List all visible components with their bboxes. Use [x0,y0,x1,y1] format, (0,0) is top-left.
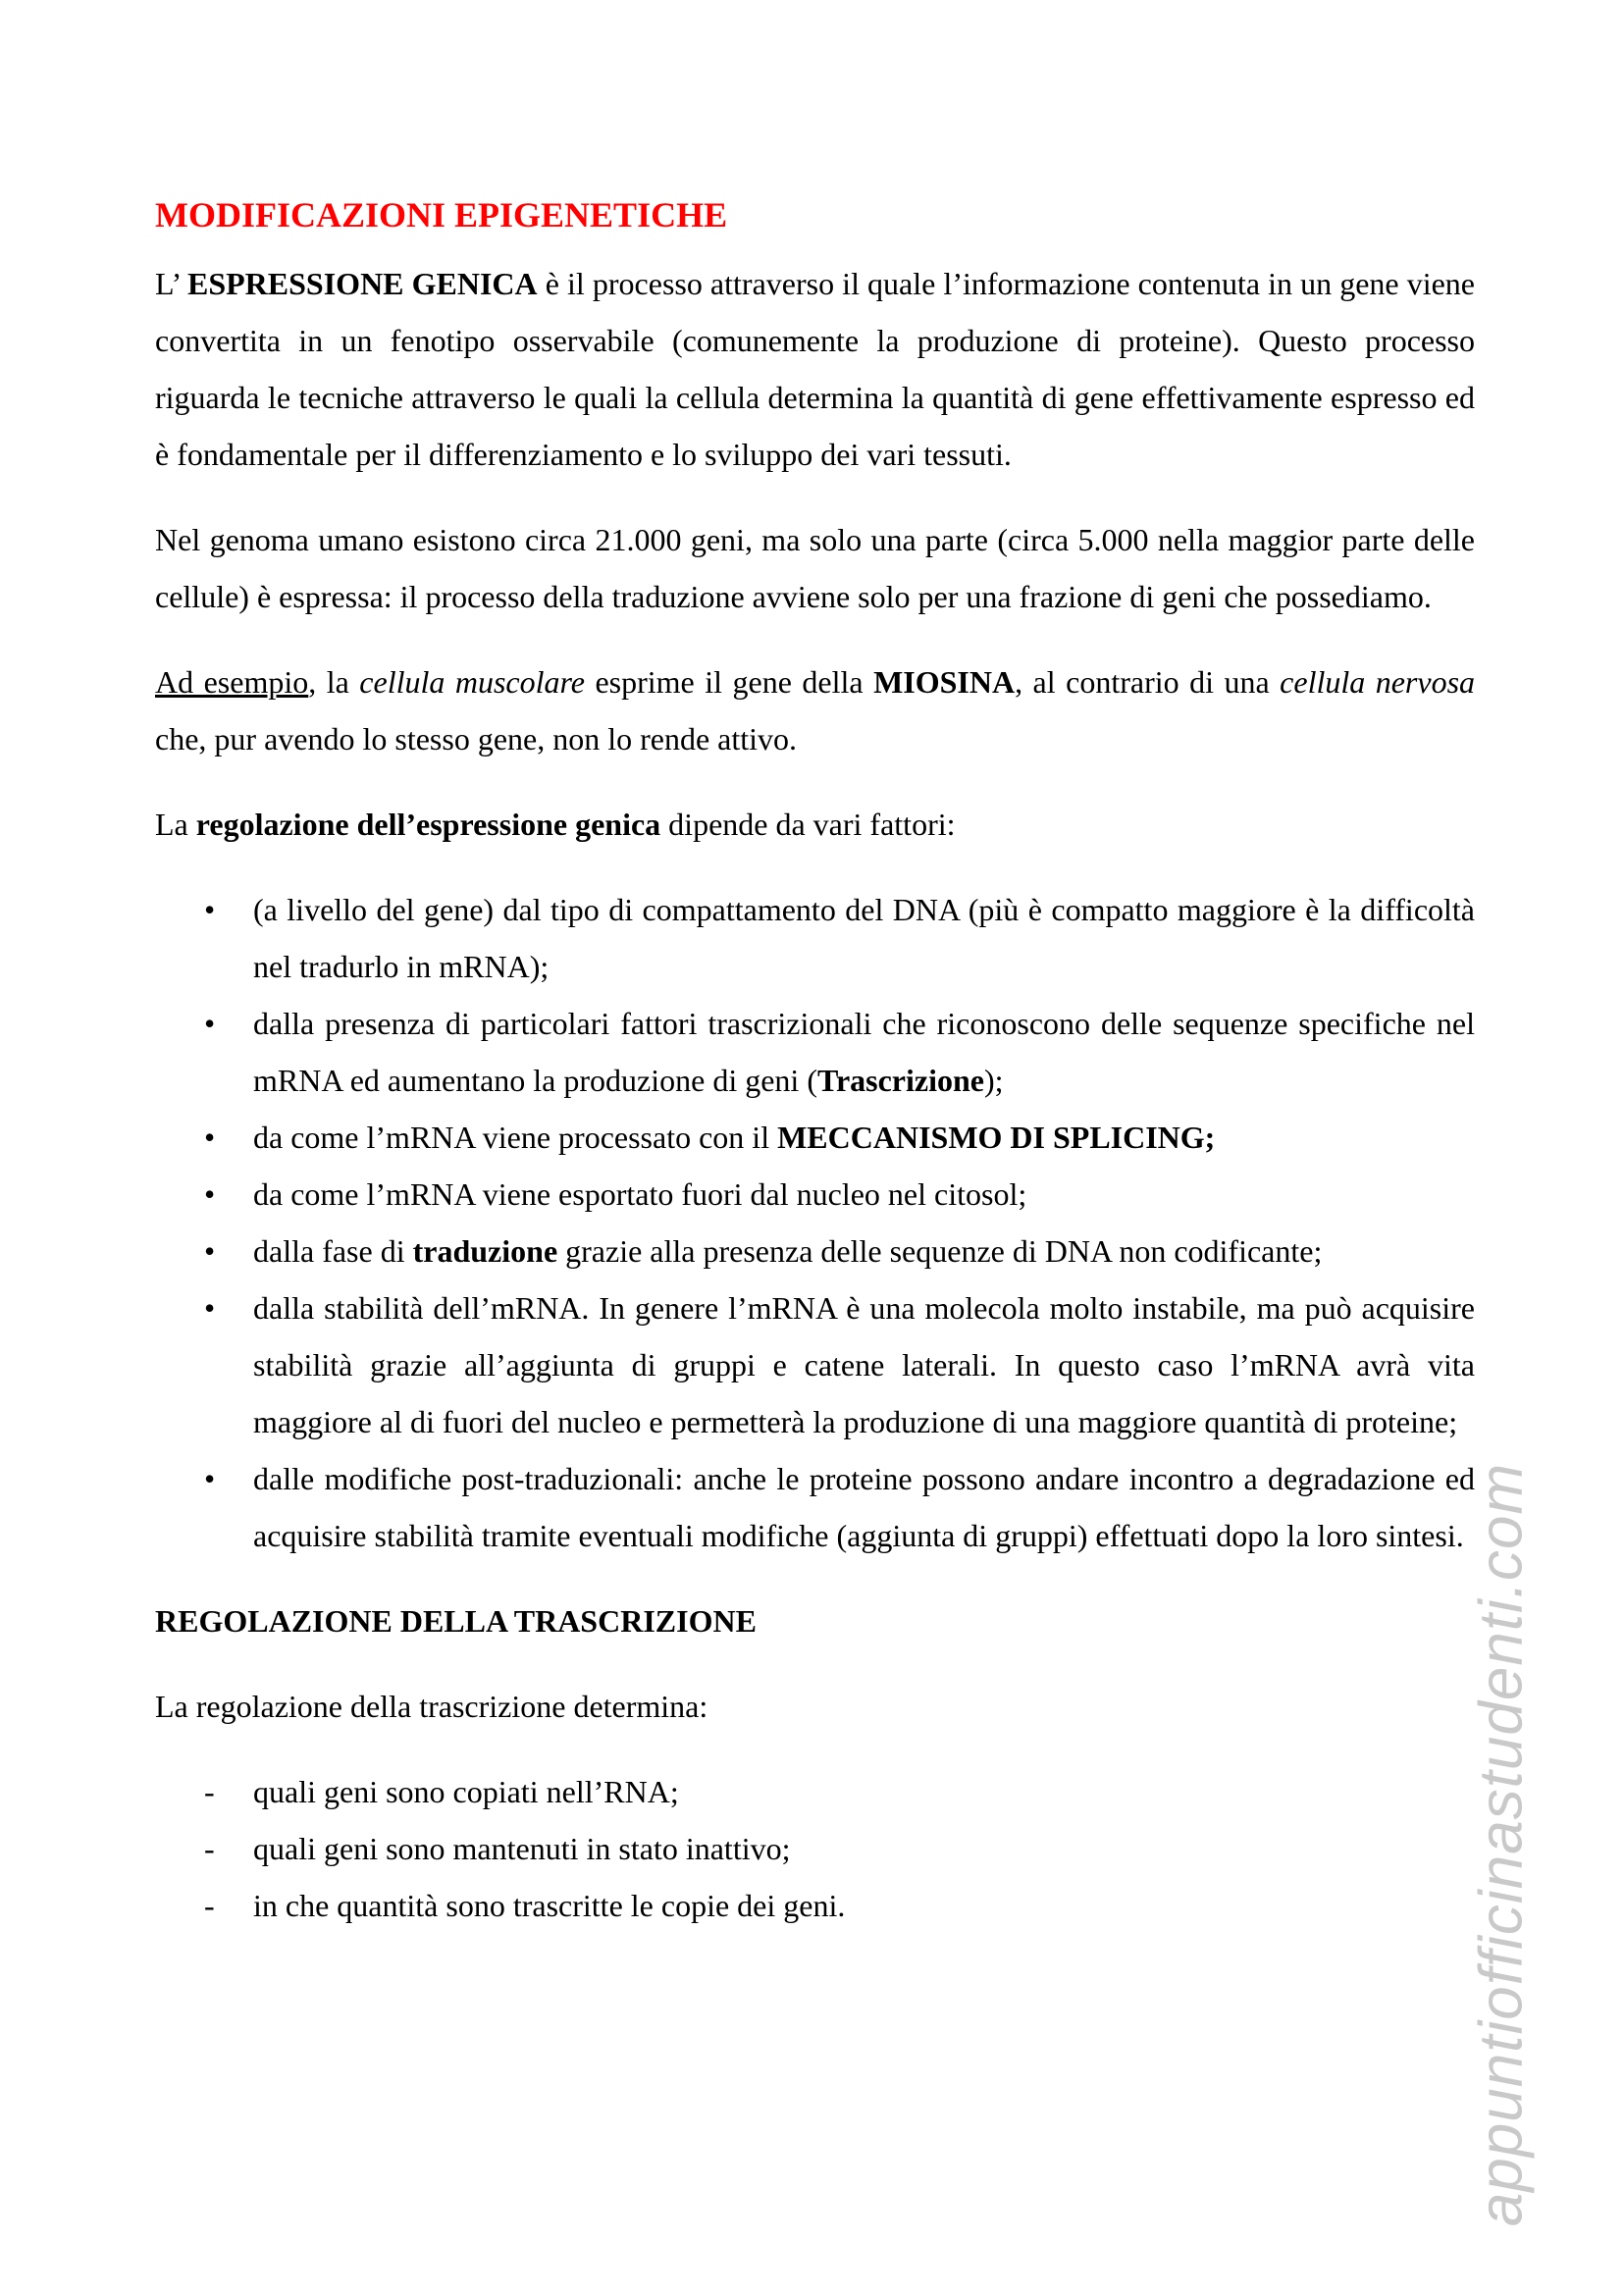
bold-text: MIOSINA [873,664,1016,700]
text-run: quali geni sono copiati nell’RNA; [253,1774,679,1809]
list-item [155,995,1475,1109]
dash-marker: - [204,1774,215,1809]
text-run: Nel genoma umano esistono circa 21.000 geni, ma solo una parte (circa 5.000 nella maggior parte delle cellule) è espressa: il processo della traduzione avviene solo per una frazione di geni che possediamo. [155,522,1475,614]
text-run: quali geni sono mantenuti in stato inattivo; [253,1831,791,1866]
document-body [155,255,1475,1934]
list-item [155,1109,1475,1166]
underlined-text: Ad esempio [155,664,309,700]
text-run: La [155,807,196,842]
dash-marker: - [204,1831,215,1866]
bold-text: Trascrizione [816,1063,984,1098]
text-run: L’ [155,266,187,301]
bullet-icon: • [204,1006,216,1041]
section-heading [155,1592,1475,1649]
paragraph [155,796,1475,853]
list-item [155,1877,1475,1934]
text-run: dalla fase di [253,1233,413,1269]
page-title: MODIFICAZIONI EPIGENETICHE [155,195,728,235]
dash-marker: - [204,1888,215,1923]
list-item [155,1763,1475,1820]
text-run: è il processo attraverso il quale l’informazione contenuta in un gene viene convertita in un fenotipo osservabile (comunemente la produzione di proteine). Questo processo riguarda le tecniche attraverso le quali la cellula determina la quantità di gene effettivamente espresso ed è fondamentale per il differenziamento e lo sviluppo dei vari tessuti. [155,266,1476,472]
bold-text: traduzione [412,1233,558,1269]
list-item [155,1450,1475,1564]
paragraph [155,653,1475,767]
italic-text: cellula muscolare [359,664,585,700]
text-run: dalla stabilità dell’mRNA. In genere l’mRNA è una molecola molto instabile, ma può acquisire stabilità grazie all’aggiunta di gruppi e catene laterali. In questo caso l’mRNA avrà vita maggiore al di fuori del nucleo e permetterà la produzione di una maggiore quantità di proteine; [253,1290,1475,1439]
bullet-icon: • [204,1290,216,1326]
paragraph [155,511,1475,625]
bullet-list [155,881,1475,1564]
text-run: dipende da vari fattori: [660,807,956,842]
list-item [155,1279,1475,1450]
bullet-icon: • [204,892,216,927]
watermark: appuntiofficinastudenti.com [1467,1462,1536,2227]
list-item [155,1223,1475,1279]
text-run: , la [308,664,360,700]
paragraph [155,255,1475,483]
text-run: ); [983,1063,1004,1098]
text-run: dalle modifiche post-traduzionali: anche le proteine possono andare incontro a degradazione ed acquisire stabilità tramite eventuali modifiche (aggiunta di gruppi) effettuati dopo la loro sintesi. [253,1461,1475,1553]
text-run: esprime il gene della [584,664,874,700]
text-run: (a livello del gene) dal tipo di compattamento del DNA (più è compatto maggiore è la difficoltà nel tradurlo in mRNA); [253,892,1475,984]
italic-text: cellula nervosa [1280,664,1476,700]
bold-text: ESPRESSIONE GENICA [186,266,538,301]
list-item [155,1820,1475,1877]
text-run: che, pur avendo lo stesso gene, non lo rende attivo. [155,721,798,756]
dash-list [155,1763,1475,1934]
bullet-icon: • [204,1176,216,1212]
paragraph [155,1678,1475,1735]
text-run: La regolazione della trascrizione determina: [155,1689,708,1724]
list-item [155,1166,1475,1223]
text-run: da come l’mRNA viene processato con il [253,1120,778,1155]
text-run: dalla presenza di particolari fattori trascrizionali che riconoscono delle sequenze specifiche nel mRNA ed aumentano la produzione di geni ( [253,1006,1475,1098]
text-run: da come l’mRNA viene esportato fuori dal nucleo nel citosol; [253,1176,1027,1212]
bullet-icon: • [204,1461,216,1496]
text-run: , al contrario di una [1015,664,1281,700]
bold-text: regolazione dell’espressione genica [195,807,661,842]
text-run: REGOLAZIONE DELLA TRASCRIZIONE [155,1603,757,1639]
list-item [155,881,1475,995]
text-run: grazie alla presenza delle sequenze di DNA non codificante; [557,1233,1323,1269]
text-run: in che quantità sono trascritte le copie dei geni. [253,1888,846,1923]
bullet-icon: • [204,1233,216,1269]
bullet-icon: • [204,1120,216,1155]
document-page [155,186,1475,1962]
bold-text: MECCANISMO DI SPLICING; [777,1120,1216,1155]
